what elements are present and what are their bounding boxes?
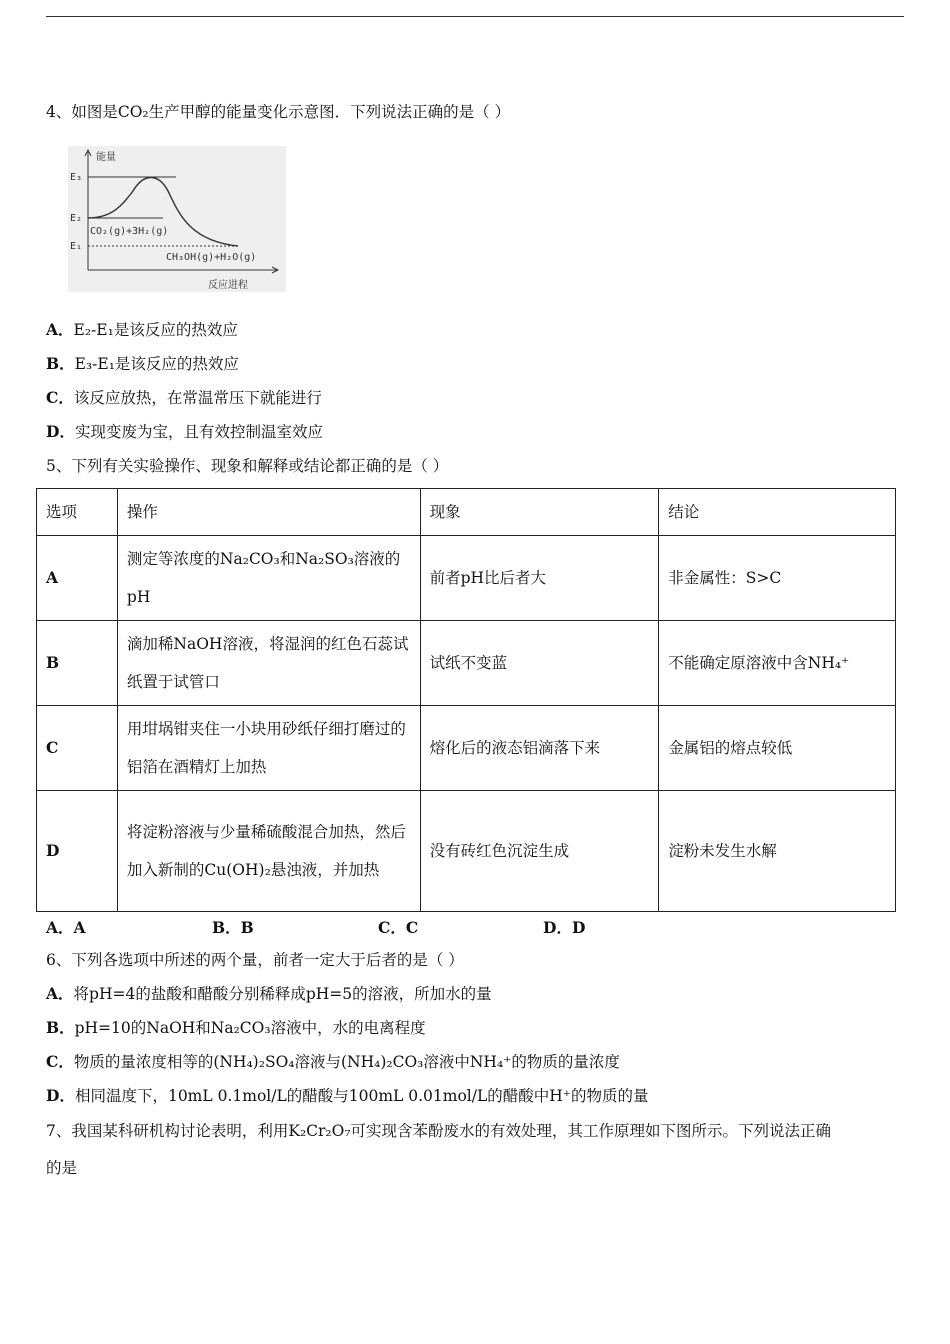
table-cell-conclusion: 淀粉未发生水解 (659, 791, 896, 912)
q7-stem-line2: 的是 (46, 1159, 78, 1177)
table-cell-option: A (37, 536, 118, 621)
q6-option-b[interactable]: B．pH=10的NaOH和Na₂CO₃溶液中，水的电离程度 (46, 1018, 426, 1037)
table-header-row (37, 489, 896, 536)
table-header: 选项 (37, 489, 118, 536)
q4-option-c[interactable]: C．该反应放热，在常温常压下就能进行 (46, 388, 322, 407)
table-header: 操作 (117, 489, 420, 536)
table-row (37, 706, 896, 791)
q4-option-d[interactable]: D．实现变废为宝，且有效控制温室效应 (46, 422, 323, 441)
q7-stem-line1: 7、我国某科研机构讨论表明，利用K₂Cr₂O₇可实现含苯酚废水的有效处理，其工作原理如下图所示。下列说法正确 (46, 1122, 832, 1140)
q5-choice-d[interactable]: D．D (543, 918, 586, 937)
q5-choice-b[interactable]: B．B (212, 918, 254, 937)
experiment-table (36, 488, 896, 912)
table-cell-operation: 滴加稀NaOH溶液，将湿润的红色石蕊试纸置于试管口 (117, 621, 420, 706)
q5-stem: 5、下列有关实验操作、现象和解释或结论都正确的是（ ） (46, 457, 449, 475)
e1-label: E₁ (70, 241, 83, 252)
y-axis-label: 能量 (96, 152, 116, 163)
table-header: 结论 (659, 489, 896, 536)
e3-label: E₃ (70, 172, 83, 183)
q4-option-b[interactable]: B．E₃-E₁是该反应的热效应 (46, 354, 239, 373)
table-cell-phenomenon: 前者pH比后者大 (420, 536, 659, 621)
table-row (37, 791, 896, 912)
reactants-label: CO₂(g)+3H₂(g) (90, 226, 169, 237)
e2-label: E₂ (70, 213, 83, 224)
header-rule (46, 16, 904, 17)
table-cell-option: C (37, 706, 118, 791)
table-cell-phenomenon: 熔化后的液态铝滴落下来 (420, 706, 659, 791)
table-cell-operation: 用坩埚钳夹住一小块用砂纸仔细打磨过的铝箔在酒精灯上加热 (117, 706, 420, 791)
table-cell-option: D (37, 791, 118, 912)
q6-option-d[interactable]: D．相同温度下，10mL 0.1mol/L的醋酸与100mL 0.01mol/L的醋酸中H⁺的物质的量 (46, 1086, 649, 1105)
energy-diagram-svg (68, 146, 286, 292)
table-row (37, 536, 896, 621)
table-header: 现象 (420, 489, 659, 536)
q4-stem: 4、如图是CO₂生产甲醇的能量变化示意图．下列说法正确的是（ ） (46, 103, 511, 121)
table-cell-conclusion: 不能确定原溶液中含NH₄⁺ (659, 621, 896, 706)
table-cell-operation: 将淀粉溶液与少量稀硫酸混合加热，然后加入新制的Cu(OH)₂悬浊液，并加热 (117, 791, 420, 912)
q6-option-c[interactable]: C．物质的量浓度相等的(NH₄)₂SO₄溶液与(NH₄)₂CO₃溶液中NH₄⁺的物质的量浓度 (46, 1052, 620, 1071)
energy-diagram (68, 146, 286, 292)
table-cell-conclusion: 金属铝的熔点较低 (659, 706, 896, 791)
q5-choice-c[interactable]: C．C (378, 918, 419, 937)
q5-choice-a[interactable]: A．A (46, 918, 86, 937)
q6-option-a[interactable]: A．将pH=4的盐酸和醋酸分别稀释成pH=5的溶液，所加水的量 (46, 984, 492, 1003)
products-label: CH₃OH(g)+H₂O(g) (166, 252, 257, 263)
q4-option-a[interactable]: A．E₂-E₁是该反应的热效应 (46, 320, 238, 339)
q6-stem: 6、下列各选项中所述的两个量，前者一定大于后者的是（ ） (46, 951, 464, 969)
table-cell-option: B (37, 621, 118, 706)
table-cell-operation: 测定等浓度的Na₂CO₃和Na₂SO₃溶液的pH (117, 536, 420, 621)
table-row (37, 621, 896, 706)
table-cell-phenomenon: 试纸不变蓝 (420, 621, 659, 706)
table-cell-phenomenon: 没有砖红色沉淀生成 (420, 791, 659, 912)
table-cell-conclusion: 非金属性：S>C (659, 536, 896, 621)
x-axis-label: 反应进程 (208, 280, 248, 291)
